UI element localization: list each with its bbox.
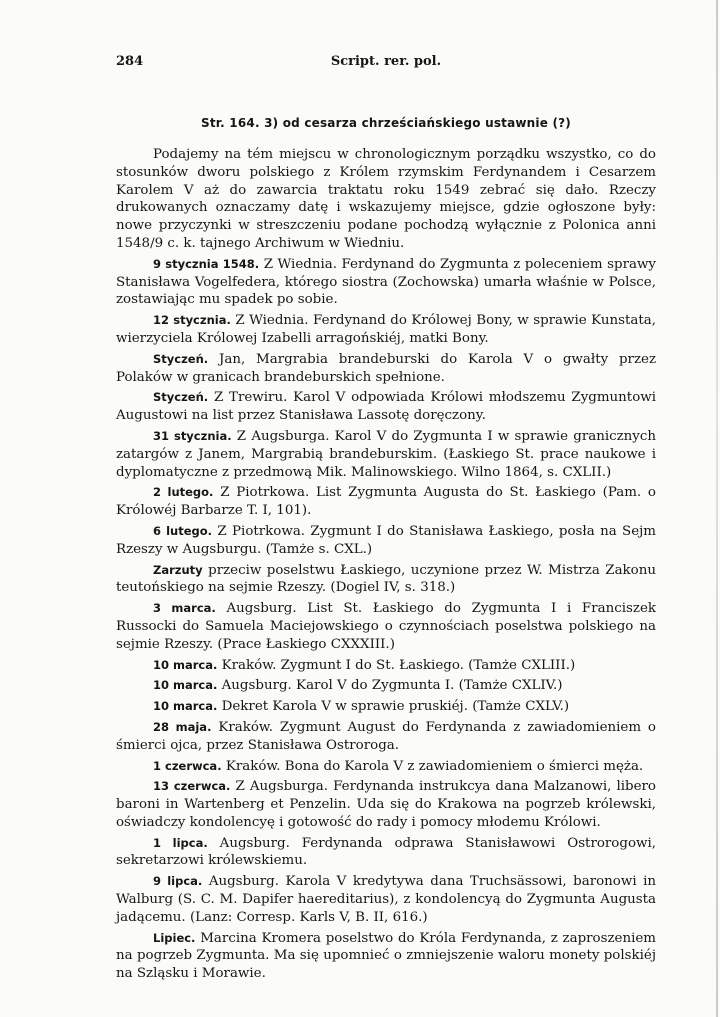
entry-paragraph — [116, 389, 656, 425]
entry-date: 9 stycznia 1548. — [153, 256, 260, 271]
entry-text: Kraków. Zygmunt I do St. Łaskiego. (Tamże CXLIII.) — [221, 657, 576, 673]
entry-paragraph — [116, 930, 656, 983]
entry-paragraph — [116, 256, 656, 309]
running-title: Script. rer. pol. — [330, 54, 442, 69]
entry-text: Augsburg. Ferdynanda odprawa Stanisławowi Ostrorogowi, sekretarzowi królewskiemu. — [116, 835, 657, 869]
entry-text: Z Augsburga. Karol V do Zygmunta I w sprawie granicznych zatargów z Janem, Margrabią brandeburskim. (Łaskiego St. prace naukowe i dyplomatyczne z przedmową Mik. Malinowskiego. Wilno 1864, s. CXLII.) — [116, 428, 656, 480]
entry-text: Marcina Kromera poselstwo do Króla Ferdynanda, z zaproszeniem na pogrzeb Zygmunta. Ma się upomnieć o zmniejszenie waloru monety polskiéj na Szląsku i Morawie. — [116, 930, 656, 982]
entry-date: 10 marca. — [153, 678, 218, 693]
entry-text: Jan, Margrabia brandeburski do Karola V o gwałty przez Polaków w granicach brandeburskich spełnione. — [116, 351, 656, 385]
entry-date: 1 lipca. — [153, 835, 208, 850]
entry-date: 31 stycznia. — [153, 428, 232, 443]
entry-text: Z Piotrkowa. List Zygmunta Augusta do St. Łaskiego (Pam. o Królowéj Barbarze T. I, 101). — [116, 485, 656, 519]
intro-paragraph: Podajemy na tém miejscu w chronologicznym porządku wszystko, co do stosunków dworu polskiego z Królem rzymskim Ferdynandem i Cesarzem Karolem V aż do zawarcia traktatu roku 1549 zebrać się dało. Rzeczy drukowanych oznaczamy datę i wskazujemy miejsce, gdzie ogłoszone były: nowe przyczynki w streszczeniu podane pochodzą wyłącznie z Polonica anni 1548/9 c. k. tajnego Archiwum w Wiedniu. — [116, 147, 656, 251]
entry-text: Kraków. Bona do Karola V z zawiadomieniem o śmierci męża. — [225, 758, 644, 774]
entry-paragraph — [116, 351, 656, 387]
entry-paragraph — [116, 719, 656, 755]
entry-paragraph — [116, 778, 656, 831]
entry-date: Styczeń. — [153, 351, 209, 366]
entry-date: 2 lutego. — [153, 485, 214, 500]
entry-text: Augsburg. Karola V kredytywa dana Truchsässowi, baronowi in Walburg (S. C. M. Dapifer haereditarius), z kondolencyą do Zygmunta Augusta jadącemu. (Lanz: Corresp. Karls V, B. II, 616.) — [116, 874, 657, 925]
entry-text: Z Wiednia. Ferdynand do Królowej Bony, w sprawie Kunstata, wierzyciela Królowej Izabelli arragońskiéj, matki Bony. — [116, 313, 656, 346]
entry-paragraph — [116, 562, 656, 598]
entry-date: 3 marca. — [153, 601, 216, 616]
entry-text: przeciw poselstwu Łaskiego, uczynione przez W. Mistrza Zakonu teutońskiego na sejmie Rzeszy. (Dogiel IV, s. 318.) — [116, 562, 656, 596]
entry-date: Lipiec. — [153, 930, 196, 945]
entry-paragraph — [116, 484, 656, 520]
entry-paragraph — [116, 312, 656, 348]
entry-paragraph — [116, 600, 656, 653]
entry-date: 13 czerwca. — [153, 779, 231, 794]
entry-paragraph — [116, 873, 656, 926]
entry-paragraph — [116, 523, 656, 559]
page-edge-rule — [716, 0, 718, 1017]
entry-text: Z Augsburga. Ferdynanda instrukcya dana Malzanowi, libero baroni in Wartenberg et Penzelin. Uda się do Krakowa na pogrzeb królewski, oświadczy kondolencyę i gotowość do rady i pomocy młodemu Królowi. — [116, 779, 656, 830]
entry-date: 12 stycznia. — [153, 313, 231, 328]
entry-text: Augsburg. List St. Łaskiego do Zygmunta I i Franciszek Russocki do Samuela Maciejowskiego o czynnościach poselstwa polskiego na sejmie Rzeszy. (Prace Łaskiego CXXXIII.) — [116, 601, 656, 652]
entry-paragraph — [116, 677, 656, 695]
entry-text: Kraków. Zygmunt August do Ferdynanda z zawiadomieniem o śmierci ojca, przez Stanisława Ostroroga. — [116, 719, 656, 753]
document-page — [116, 54, 656, 986]
entry-date: Styczeń. — [153, 390, 209, 405]
entry-paragraph — [116, 657, 656, 675]
entry-list — [116, 256, 656, 983]
entry-paragraph — [116, 758, 656, 776]
entry-text: Z Wiednia. Ferdynand do Zygmunta z poleceniem sprawy Stanisława Vogelfedera, którego siostra (Zochowska) umarła właśnie w Polsce, zostawiając mu spadek po sobie. — [116, 256, 657, 308]
entry-paragraph — [116, 428, 656, 481]
page-number: 284 — [116, 54, 144, 69]
entry-text: Z Trewiru. Karol V odpowiada Królowi młodszemu Zygmuntowi Augustowi na list przez Stanisława Lassotę doręczony. — [116, 390, 656, 424]
running-header — [116, 54, 656, 76]
entry-date: 10 marca. — [153, 699, 218, 714]
entry-date: 1 czerwca. — [153, 758, 222, 773]
entry-paragraph — [116, 698, 656, 716]
entry-date: 6 lutego. — [153, 523, 213, 538]
entry-text: Augsburg. Karol V do Zygmunta I. (Tamże CXLIV.) — [221, 678, 563, 694]
entry-text: Z Piotrkowa. Zygmunt I do Stanisława Łaskiego, posła na Sejm Rzeszy w Augsburgu. (Tamże s. CXL.) — [116, 523, 656, 557]
section-title: Str. 164. 3) od cesarza chrześciańskiego ustawnie (?) — [200, 116, 571, 130]
entry-date: 10 marca. — [153, 657, 218, 672]
entry-date: 9 lipca. — [153, 874, 203, 889]
entry-date: Zarzuty — [153, 562, 203, 577]
entry-text: Dekret Karola V w sprawie pruskiéj. (Tamże CXLV.) — [221, 699, 570, 715]
entry-paragraph — [116, 835, 656, 871]
document-body — [116, 146, 656, 983]
entry-date: 28 maja. — [153, 719, 212, 734]
